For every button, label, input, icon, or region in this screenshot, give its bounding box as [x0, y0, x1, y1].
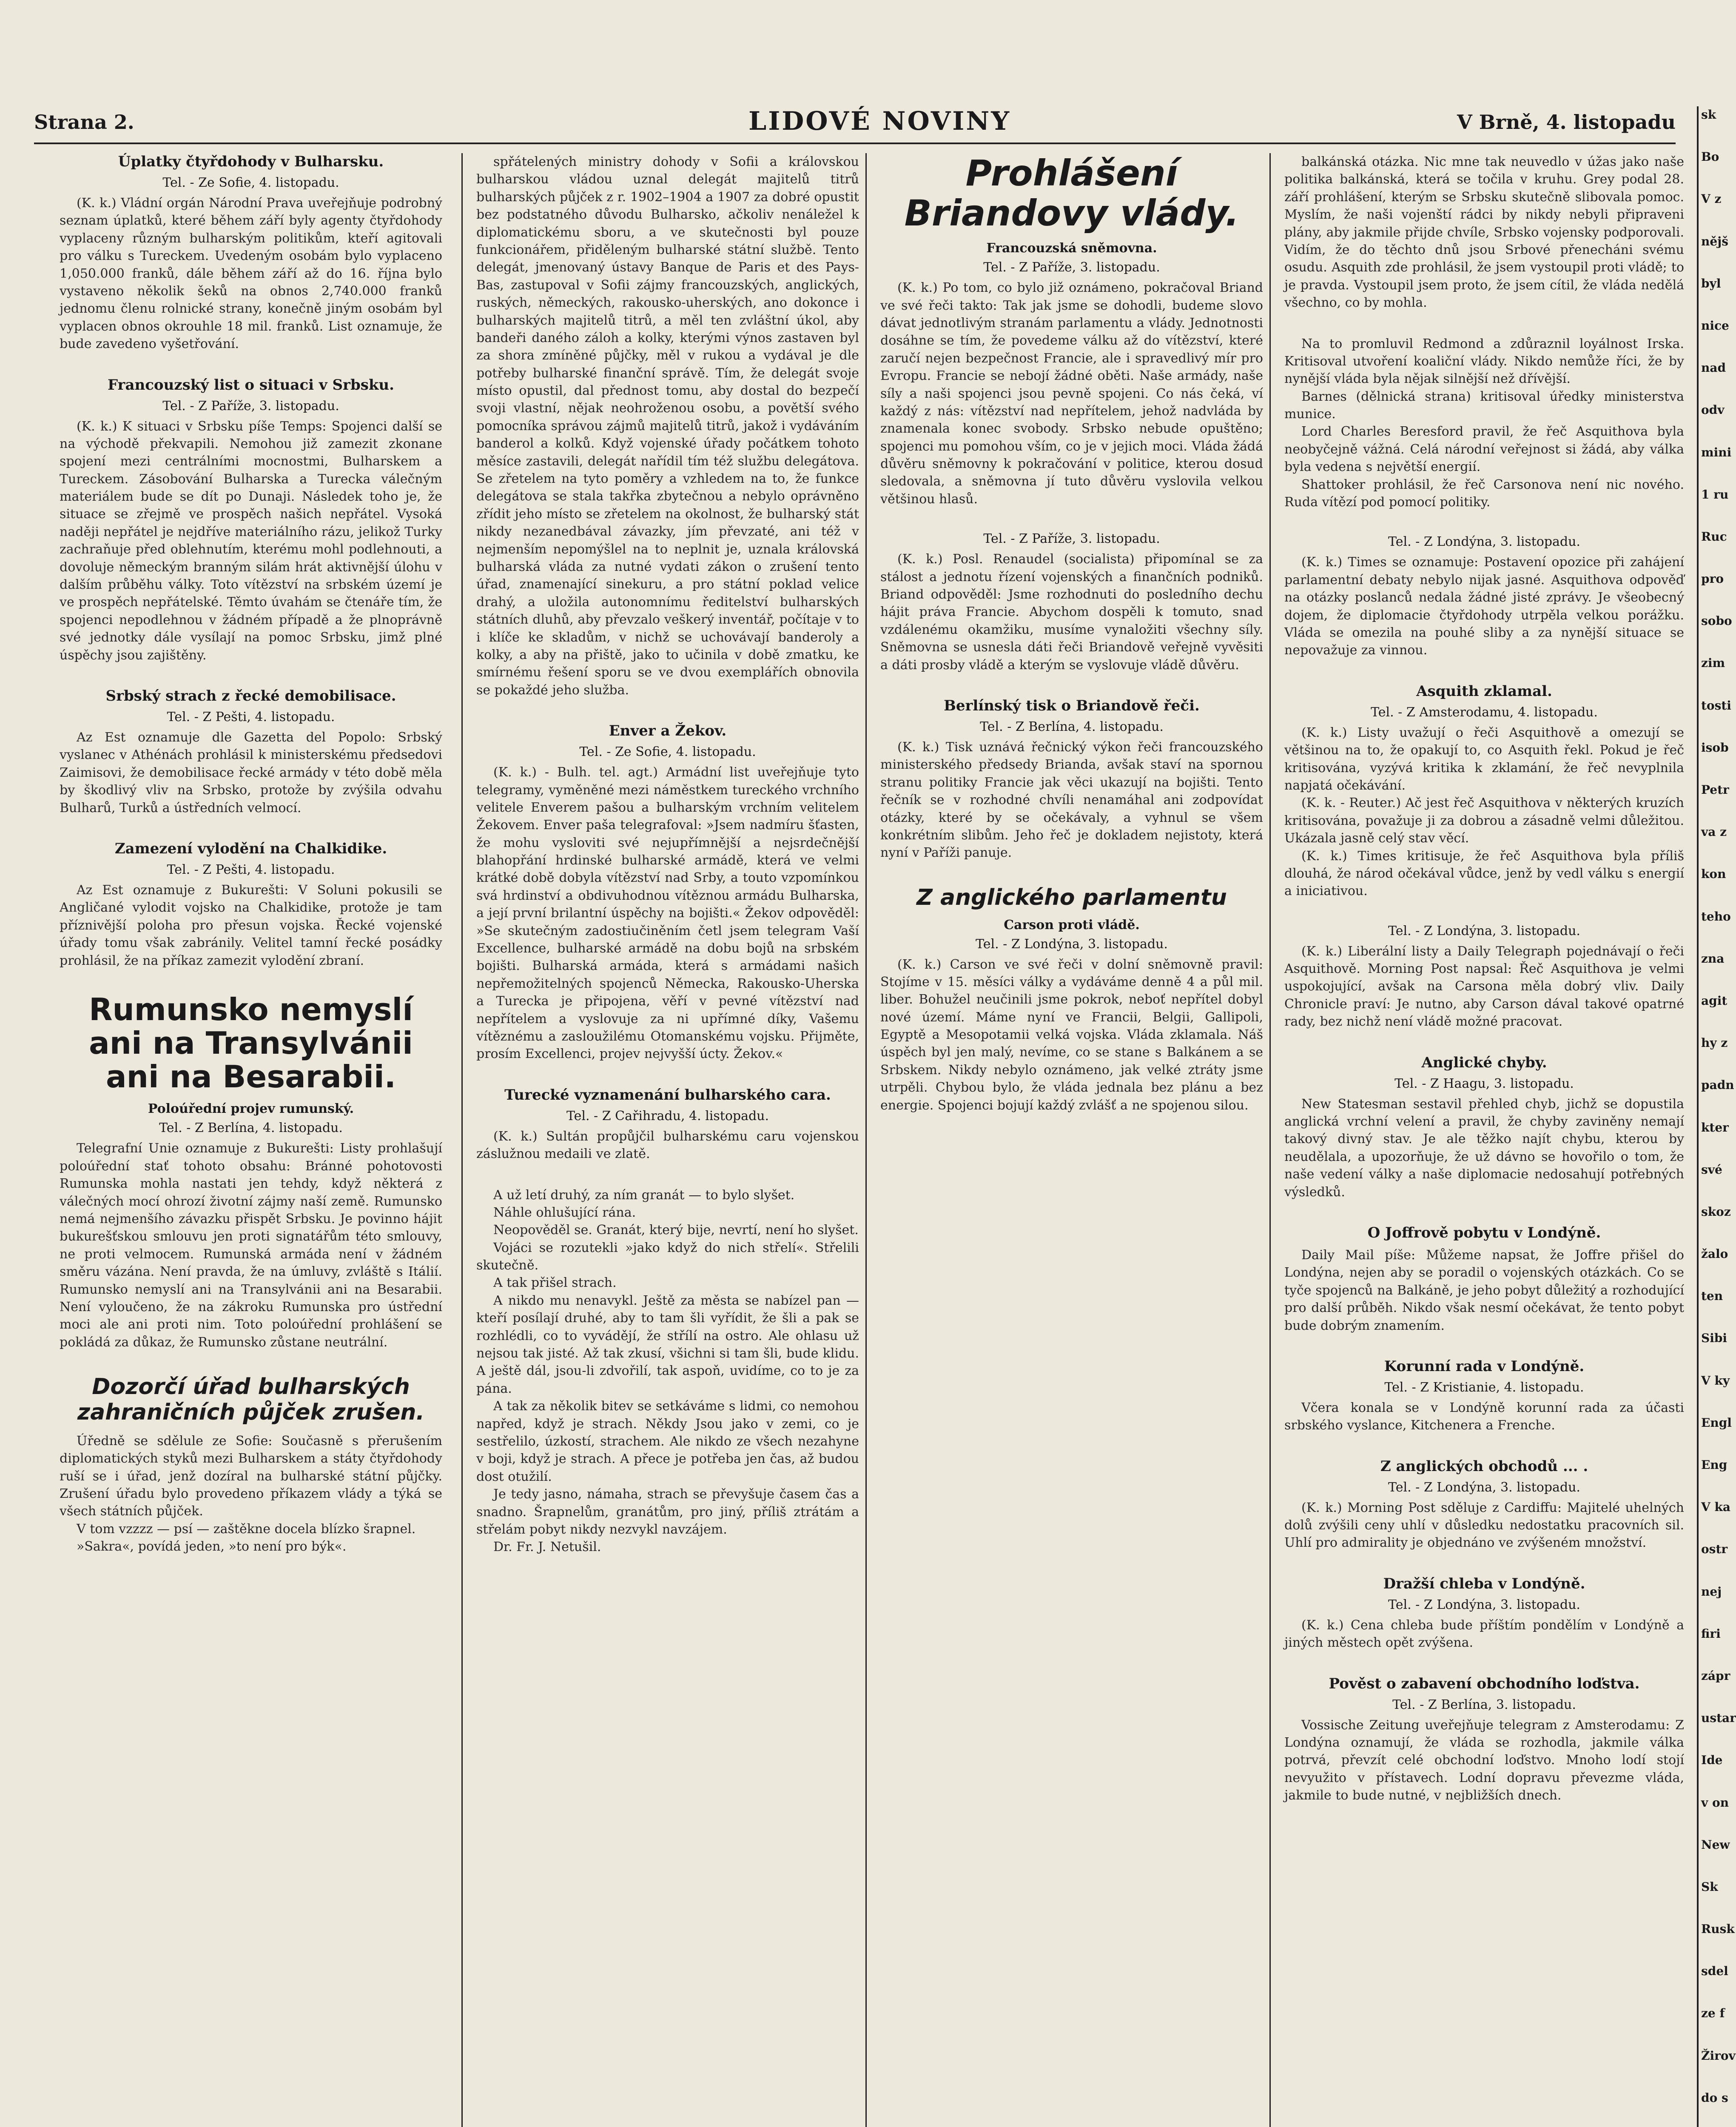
article-paragraph: Na to promluvil Redmond a zdůraznil loyálnost Irska. Kritisoval utvoření koaliční vlády. Nikdo nemůže říci, že by nynější vláda byla nějak silnější než dřívější. [1284, 336, 1684, 387]
edge-gap [1701, 334, 1729, 359]
masthead [34, 106, 1676, 140]
article-title: Úplatky čtyřdohody v Bulharsku. [118, 153, 384, 170]
article [1284, 683, 1684, 900]
edge-gap [1701, 798, 1729, 824]
edge-fragment: Ruc [1701, 529, 1727, 544]
edge-fragment: zna [1701, 951, 1725, 966]
article-paragraph: »Sakra«, povídá jeden, »to není pro býk«. [77, 1539, 347, 1554]
edge-fragment: zim [1701, 656, 1725, 670]
edge-gap [1701, 1262, 1729, 1288]
edge-gap [1701, 545, 1729, 570]
edge-fragment: padn [1701, 1078, 1734, 1092]
article-paragraph: Barnes (dělnická strana) kritisoval úředky ministerstva munice. [1284, 389, 1684, 422]
edge-fragment: ze f [1701, 2006, 1725, 2021]
article [880, 531, 1263, 674]
edge-gap [1701, 1009, 1729, 1035]
article-paragraph: (K. k.) Liberální listy a Daily Telegraph pojednávají o řeči Asquithově. Morning Post napsal: Řeč Asquithova je velmi uspokojující, avšak na Carsona měla dobrý vliv. Daily Chronicle praví: Je nutno, aby Carson dával takové opatrné rady, bez nichž není vládě možné pracovat. [1284, 944, 1684, 1029]
edge-gap [1701, 1347, 1729, 1372]
edge-gap [1701, 1220, 1729, 1246]
right-edge-rule [1697, 106, 1699, 2127]
edge-fragment: Bo [1701, 150, 1719, 164]
edge-fragment: ten [1701, 1289, 1723, 1303]
edge-fragment: 1 ru [1701, 487, 1729, 502]
edge-fragment: ustar [1701, 1711, 1736, 1725]
edge-fragment: agit [1701, 993, 1727, 1008]
edge-gap [1701, 1473, 1729, 1499]
edge-fragment: nej [1701, 1584, 1722, 1599]
edge-fragment: mini [1701, 445, 1732, 459]
article-dateline: Tel. - Z Londýna, 3. listopadu. [1388, 534, 1580, 550]
edge-fragment: ostr [1701, 1542, 1728, 1557]
edge-fragment: Sk [1701, 1879, 1718, 1894]
article-dateline: Tel. - Z Berlína, 4. listopadu. [159, 1121, 343, 1136]
edge-fragment: nějš [1701, 234, 1729, 248]
article-paragraph: (K. k.) K situaci v Srbsku píše Temps: Spojenci další se na východě překvapili. Nemohou již zamezit zkonane spojení mezi centrálními mocnostmi, Bulharskem a Tureckem. Zásobování Bulharska a Turecka válečným materiálem bude se dít po Dunaji. Následek toho je, že situace se zřejmě ve prospěch našich nepřátel. Vysoká naději nepřátel je nejdříve materiálního rázu, jelikož Turky zachraňuje před oblehnutím, kterému mohl podlehnouti, a dovoluje německým branným silám hrát aktivnější úlohu v dalším průběhu války. Toto vítězství na srbském území je ve prospěch nepřátelské. Těmto úvahám se čtenáře tím, že spojenci nepodlehnou v žádném případě a že plnoprávně své jednotky dále vysílají na pomoc Srbsku, jimž plné úspěchy jsou zajištěny. [60, 419, 442, 663]
edge-gap [1701, 1431, 1729, 1457]
article-paragraph: Je tedy jasno, námaha, strach se převyšuje časem čas a snadno. Šrapnelům, granátům, pro jiný, příliš ztrátám a střelám pobyt nikdy nezvykl navzájem. [476, 1487, 859, 1537]
edge-gap [1701, 967, 1729, 992]
edge-gap [1701, 883, 1729, 908]
edge-gap [1701, 1600, 1729, 1625]
edge-gap [1701, 1515, 1729, 1541]
edge-fragment: firi [1701, 1626, 1721, 1641]
article [476, 722, 859, 1063]
article-paragraph: (K. k.) Times se oznamuje: Postavení opozice při zahájení parlamentní debaty nebylo nijak jasné. Asquithova odpověď na otázky poslanců nedala žádné jisté zprávy. Je všeobecný dojem, že diplomacie čtyřdohody utrpěla velkou porážku. Vláda se omezila na pouhé sliby a za nynější situace se nepovažuje za vinnou. [1284, 555, 1684, 658]
article-dateline: Tel. - Z Londýna, 3. listopadu. [1388, 1597, 1580, 1612]
edge-gap [1701, 1811, 1729, 1836]
article-paragraph: spřátelených ministry dohody v Sofii a královskou bulharskou vládou uznal delegát majitelů titrů bulharských půjček z r. 1902–1904 a 1907 za dobré opustit bez podstatného důvodu Bulharsko, ačkoliv nenáležel k diplomatickému sboru, a ve skutečnosti byl pouze funkcionářem, přiděleným bulharské státní službě. Tento delegát, jmenovaný ústavy Banque de Paris et des Pays-Bas, zastupoval v Sofii zájmy francouzských, anglických, ruských, německých, rakousko-uherských, ano dokonce i bulharských majitelů titrů, a měl ten zvláštní úkol, aby bandeři daného záloh a kolky, kterými výnos zastaven byl za shora zmíněné půjčky, měl v rukou a vydával je dle potřeby bulharské finanční správě. Tím, že delegát svoje místo opustil, dal přednost tomu, aby dostal do bezpečí svoji vlastní, nějak neohroženou osobu, a povětší svého pomocníka správou zájmů majitelů titrů, jakož i vydáváním banderol a kolků. Když vojenské úřady počátkem tohoto měsíce zastavili, delegát nařídil tím též službu delegátova. Se zřetelem na tyto poměry a vzhledem na to, že funkce delegátova se stala takřka zbytečnou a nebylo oprávněno zřídit jeho místo se zřetelem na okolnost, že bulharský stát nikdy nezanedbával závazky, jím převzaté, ani též v nejmenším nepomýšlel na to neplnit je, uznala královská bulharská vláda za nutné vydati zákon o zrušení tento úřad, znamenající sinekuru, a pro státní poklad velice drahý, a uložila autonomnímu ředitelství bulharských státních dluhů, aby převzalo veškerý inventář, počítaje v to i klíče ke skladům, v nichž se uchovávají banderoly a kolky, a aby na přiště, jako to učinila v době zmatku, ke smírnému řešení sporu se ve dvou exemplářích obnovila se pokaždé jeho služba. [476, 154, 859, 698]
article-paragraph: (K. k.) Po tom, co bylo již oznámeno, pokračoval Briand ve své řeči takto: Tak jak jsme se dohodli, budeme slovo dávat jednotlivým stranám parlamentu a vlády. Jednotnosti dosáhne se tím, že povedeme válku až do vítězství, které zaručí nejen bezpečnost Francie, ale i spravedlivý mír pro Evropu. Francie se nebojí žádné oběti. Naše armády, naše síly a naši spojenci jsou pevně spojeni. Co nás čeká, ví každý z nás: vítězství nad nepřítelem, jehož nadvláda by znamenala konec svobody. Srbsko nebude opuštěno; spojenci mu pomohou vším, co je v jejich moci. Vláda žádá důvěru sněmovny k pokračování v politice, kterou dosud sledovala, a sněmovna jí tuto důvěru vyslovila velkou většinou hlasů. [880, 280, 1263, 507]
edge-gap [1701, 1136, 1729, 1161]
edge-gap [1701, 1895, 1729, 1921]
article [1284, 1224, 1684, 1334]
column-rule-1 [461, 153, 463, 2127]
edge-fragment: tosti [1701, 698, 1731, 713]
edge-fragment: Sibi [1701, 1331, 1727, 1346]
article-paragraph: New Statesman sestavil přehled chyb, jichž se dopustila anglická vrchní velení a pravil, že chyby zaviněny nemají takový divný stav. Je ale těžko najít chybu, kterou by neudělala, a upozorňuje, že už dávno se hovořilo o tom, že naše vedení války a naše diplomacie nedosahují potřebných výsledků. [1284, 1096, 1684, 1200]
article-dateline: Tel. - Z Paříže, 3. listopadu. [983, 260, 1160, 275]
edge-fragment: do s [1701, 2090, 1728, 2105]
edge-fragment: pro [1701, 572, 1724, 586]
article-paragraph: (K. k.) Morning Post sděluje z Cardiffu: Majitelé uhelných dolů zvýšili ceny uhlí v důsledku nedostatku pracovních sil. Uhlí pro admirality je objednáno ve zvýšeném množství. [1284, 1500, 1684, 1551]
article-title: Z anglických obchodů ... . [1380, 1457, 1588, 1475]
article-paragraph: Náhle ohlušující rána. [493, 1205, 636, 1220]
headline-medium: Z anglického parlamentu [916, 884, 1227, 910]
edge-gap [1701, 1051, 1729, 1077]
article-paragraph: Shattoker prohlásil, že řeč Carsonova není nic nového. Ruda vítězí pod pomocí politiky. [1284, 477, 1684, 510]
article-subtitle: Francouzská sněmovna. [986, 241, 1157, 256]
article-paragraph: Az Est oznamuje z Bukurešti: V Soluni pokusili se Angličané vylodit vojsko na Chalkidike, protože je tam příznivější poloha pro přesun vojska. Řecké vojenské úřady tomu však zabránily. Velitel tamní řecké posádky prohlásil, že na příkaz zamezit vylodění zbraní. [60, 882, 442, 968]
article-dateline: Tel. - Z Cařihradu, 4. listopadu. [566, 1108, 769, 1123]
article [60, 153, 442, 353]
edge-fragment: nice [1701, 318, 1729, 333]
edge-gap [1701, 1642, 1729, 1668]
article-paragraph: (K. k.) Cena chleba bude příštím pondělím v Londýně a jiných městech opět zvýšena. [1284, 1617, 1684, 1651]
edge-fragment: kter [1701, 1120, 1729, 1135]
edge-fragment: V ka [1701, 1500, 1731, 1514]
edge-fragment: isob [1701, 740, 1729, 755]
edge-gap [1701, 208, 1729, 233]
edge-fragment: byl [1701, 276, 1721, 291]
article-paragraph: Vossische Zeitung uveřejňuje telegram z Amsterodamu: Z Londýna oznamují, že vláda se rozhodla, jakmile válka potrvá, převzít celé obchodní loďstvo. Mnoho lodí stojí nevyužito v přístavech. Lodní dopravu převezme vláda, jakmile to bude nutné, v nejbližších dnech. [1284, 1717, 1684, 1803]
article [1284, 335, 1684, 511]
article [880, 885, 1263, 1114]
edge-gap [1701, 250, 1729, 275]
column-4 [1284, 153, 1684, 2127]
edge-fragment: V ky [1701, 1373, 1730, 1388]
article-dateline: Tel. - Z Amsterodamu, 4. listopadu. [1371, 704, 1598, 720]
article-paragraph: balkánská otázka. Nic mne tak neuvedlo v úžas jako naše politika balkánská, která se točila v kruhu. Grey podal 28. září prohlášení, kterým se Srbsku skutečně slibovala pomoc. Myslím, že naši vojenští rádci by nikdy nebyli připraveni plány, aby jakmile přijde chvíle, Srbsko vojensky podporovali. Vidím, že do těchto dnů jsou Srbové přenecháni svému osudu. Asquith zde prohlásil, že jsem vystoupil proti vládě; to je pravda. Vystoupil jsem proto, že jsem cítil, že vláda nedělá všechno, co by mohla. [1284, 154, 1684, 311]
article-dateline: Tel. - Z Berlína, 3. listopadu. [1392, 1697, 1576, 1712]
article [476, 1086, 859, 1163]
headline-large: Rumunsko nemyslí ani na Transylvánii ani na Besarabii. [89, 991, 413, 1095]
article-title: Enver a Žekov. [609, 722, 727, 740]
edge-gap [1701, 1853, 1729, 1879]
article-dateline: Tel. - Z Haagu, 3. listopadu. [1394, 1076, 1574, 1091]
article-dateline: Tel. - Z Berlína, 4. listopadu. [980, 719, 1164, 734]
edge-fragment: V z [1701, 192, 1722, 206]
article-title: Berlínský tisk o Briandově řeči. [944, 697, 1200, 714]
edge-gap [1701, 1558, 1729, 1583]
column-2 [476, 153, 859, 2127]
edge-gap [1701, 1684, 1729, 1710]
edge-gap [1701, 376, 1729, 402]
article-dateline: Tel. - Z Londýna, 3. listopadu. [976, 936, 1168, 952]
article-paragraph: Lord Charles Beresford pravil, že řeč Asquithova byla neobyčejně vážná. Celá národní veřejnost si žádá, aby válka byla vedena s největší energií. [1284, 424, 1684, 475]
edge-fragment: zápr [1701, 1668, 1730, 1683]
article [60, 840, 442, 969]
article-paragraph: (K. k.) Sultán propůjčil bulharskému caru vojenskou záslužnou medaili ve zlatě. [476, 1129, 859, 1162]
article-paragraph: (K. k. - Reuter.) Ač jest řeč Asquithova v některých kruzích kritisována, považuje ji za dobrou a zásadně velmi důležitou. Ukázala jasně celý stav věcí. [1284, 795, 1684, 846]
edge-fragment: kon [1701, 867, 1726, 881]
article-paragraph: A nikdo mu nenavykl. Ještě za města se nabízel pan — kteří posílají druhé, aby to tam šli vyřídit, že šli a pak se rozhlédli, co to vyvádějí, že střílí na ostro. Ale ohlasu už nejsou tak jisté. Až tak zkusí, všichni si tam šli, bude klidu. A ještě dál, jsou-li zdvořilí, tak aspoň, uvidíme, co to je za pána. [476, 1293, 859, 1396]
column-1 [60, 153, 442, 2127]
edge-fragment: sdel [1701, 1964, 1728, 1979]
article-title: Asquith zklamal. [1416, 682, 1552, 700]
article [1284, 1575, 1684, 1652]
article-paragraph: (K. k.) - Bulh. tel. agt.) Armádní list uveřejňuje tyto telegramy, vyměněné mezi náměstkem tureckého vrchního velitele Enverem pašou a bulharským vrchním velitelem Žekovem. Enver paša telegrafoval: »Jsem nadmíru šťasten, že mohu vysloviti své nejupřímnější a nejsrdečnější blahopřání hrdinské bulharské armádě, která ve velmi krátké době dobyla vítězství nad Srby, a touto vzpomínkou svá hrdinství a obdivuhodnou vítěznou armádu Bulharska, a její první brilantní úspěchy na bojišti.« Žekov odpověděl: »Se skutečným zadostiučiněním četl jsem telegram Vaší Excellence, bulharské armádě na dobu bojů na srbském bojišti. Bulharská armáda, která s armádami našich nepřemožitelných spojenců Německa, Rakousko-Uherska a Turecka je připojena, věří v pevné vítězství nad nepřítelem a vyslovuje za ni upřímné díky, Vašemu vítěznému a zasloužilému Otomanskému vojsku. Přijměte, prosím Excellenci, projev nejvyšší úcty. Žekov.« [476, 765, 859, 1062]
article [1284, 924, 1684, 1031]
edge-gap [1701, 123, 1729, 148]
article [1284, 153, 1684, 312]
edge-fragment: New [1701, 1837, 1730, 1852]
article-paragraph: Az Est oznamuje dle Gazetta del Popolo: Srbský vyslanec v Athénách prohlásil k ministerskému předsedovi Zaimisovi, že demobilisace řecké armády v této době měla by škodlivý vliv na Srbsko, protože by zvýšila odvahu Bulharů, Turků a ústředních velmocí. [60, 730, 442, 815]
edge-fragment: své [1701, 1162, 1722, 1177]
article-paragraph: Telegrafní Unie oznamuje z Bukurešti: Listy prohlašují poloúřední stať tohoto obsahu: Bránné pohotovosti Rumunska mohla nastati jen tehdy, když některá z válečných mocí ohrozí životní zájmy naší země. Rumunsko nemá nejmenšího závazku přispět Srbsku. Je povinno hájit bukurešťskou smlouvu jen proti signatářům této smlouvy, ne proti velmocem. Rumunská armáda není v žádném směru vázána. Není pravda, že na úmluvy, zvláště s Itálií. Rumunsko nemyslí ani na Transylvánii ani na Besarabii. Není vyloučeno, že na zákroku Rumunska pro ústřední moci ale ani proti nim. Toto poloúřední prohlášení se pokládá za důkaz, že Rumunsko zůstane neutrální. [60, 1141, 442, 1350]
edge-fragment: Engl [1701, 1415, 1732, 1430]
article-dateline: Tel. - Z Kristianie, 4. listopadu. [1384, 1380, 1584, 1395]
article [880, 697, 1263, 862]
article-dateline: Tel. - Z Londýna, 3. listopadu. [1388, 923, 1580, 938]
article-paragraph: (K. k.) Posl. Renaudel (socialista) připomínal se za stálost a jednotu řízení vojenských a finančních podniků. Briand odpověděl: Jsme rozhodnuti do posledního dechu hájit práva Francie. Abychom dospěli k tomuto, snad vzdálenému okamžiku, musíme vynaložiti všechny síly. Sněmovna se usnesla dáti řeči Briandově veřejně vyvěsiti a dáti prosby vládě a kterým se vyslovuje vládě důvěru. [880, 552, 1263, 673]
article-paragraph: A už letí druhý, za ním granát — to bylo slyšet. [493, 1187, 795, 1203]
article-subtitle: Poloúřední projev rumunský. [148, 1101, 354, 1117]
article [1284, 1358, 1684, 1434]
article-paragraph: (K. k.) Vládní orgán Národní Prava uveřejňuje podrobný seznam úplatků, které během září byly agenty čtyřdohody vyplaceny různým bulharským politikům, kteří agitovali pro válku s Tureckem. Uvedeným osobám bylo vyplaceno 1,050.000 franků, dále během září až do 16. října bylo vystaveno několik šeků na obnos 2,740.000 franků jednomu členu rolnické strany, konečně jiným osobám byl vyplacen obnos okrouhle 18 mil. franků. List oznamuje, že bude zavedeno vyšetřování. [60, 196, 442, 352]
next-page-edge [1701, 106, 1736, 2127]
edge-gap [1701, 165, 1729, 191]
article-dateline: Tel. - Ze Sofie, 4. listopadu. [162, 175, 339, 190]
article [1284, 1054, 1684, 1201]
article-paragraph: (K. k.) Listy uvažují o řeči Asquithově a omezují se většinou na to, že opakují to, co Asquith řekl. Pokud je řeč kritisována, vyzývá kritika k zklamání, že řeč nevyplnila napjatá očekávání. [1284, 725, 1684, 793]
article [476, 153, 859, 699]
article-title: Dražší chleba v Londýně. [1383, 1575, 1585, 1592]
edge-fragment: va z [1701, 825, 1727, 839]
edge-fragment: skoz [1701, 1204, 1731, 1219]
edge-gap [1701, 1726, 1729, 1752]
column-3 [880, 153, 1263, 2127]
article-paragraph: V tom vzzzz — psí — zaštěkne docela blízko šrapnel. [77, 1521, 416, 1537]
headline-medium: Dozorčí úřad bulharských zahraničních půjček zrušen. [77, 1374, 425, 1425]
edge-gap [1701, 2064, 1729, 2090]
article-paragraph: (K. k.) Carson ve své řeči v dolní sněmovně pravil: Stojíme v 15. měsíci války a vydáváme denně 4 a půl mil. liber. Bohužel neučinili jsme pokrok, neboť nepřítel dobyl nové území. Máme nyní ve Francii, Belgii, Gallipoli, Egyptě a Mesopotamii velká vojska. Vláda zklamala. Náš úspěch byl jen malý, nevíme, co se stane s Balkánem a se Srbskem. Nikdy nebylo oznámeno, jak velké ztráty jsme utrpěli. Chybou bylo, že vláda jednala bez plánu a bez energie. Spojenci bojují každý zvlášť a ne spojenou silou. [880, 957, 1263, 1113]
edge-gap [1701, 714, 1729, 739]
edge-gap [1701, 1979, 1729, 2005]
article-dateline: Tel. - Z Paříže, 3. listopadu. [983, 531, 1160, 547]
paper-name: LIDOVÉ NOVINY [748, 106, 1011, 136]
article [60, 687, 442, 817]
column-rule-3 [1269, 153, 1271, 2127]
article [60, 376, 442, 664]
edge-fragment: Eng [1701, 1458, 1727, 1472]
edge-gap [1701, 503, 1729, 528]
edge-fragment: hy z [1701, 1036, 1728, 1050]
edge-fragment: odv [1701, 403, 1725, 417]
article-title: Francouzský list o situaci v Srbsku. [108, 376, 394, 393]
edge-gap [1701, 629, 1729, 655]
edge-fragment: sk [1701, 108, 1716, 122]
edge-gap [1701, 756, 1729, 781]
article-paragraph: A tak za několik bitev se setkáváme s lidmi, co nemohou napřed, když je strach. Někdy Jsou jako v zemi, co je sestřelilo, úzkostí, strachem. Ale nikdo ze všech nezahyne v boji, když je strach. A přece je potřeba jen čas, až budou dost otužilí. [476, 1399, 859, 1484]
article [1284, 534, 1684, 659]
edge-gap [1701, 1769, 1729, 1794]
edge-fragment: teho [1701, 909, 1731, 924]
article-paragraph: Daily Mail píše: Můžeme napsat, že Joffre přišel do Londýna, nejen aby se poradil o vojenských otázkách. Co se tyče spojenců na Balkáně, je jeho pobyt důležitý a rozhodující pro další průběh. Nikdo však nesmí očekávat, že tento pobyt bude dobrým znamením. [1284, 1247, 1684, 1333]
edge-gap [1701, 587, 1729, 613]
article-paragraph: (K. k.) Tisk uznává řečnický výkon řeči francouzského ministerského předsedy Brianda, avšak staví na spornou stranu politiky Francie jak věci ukazují na bojišti. Tento řečník se v rozhodné chvíli nenamáhal ani zodpovídat otázky, které by se očekávaly, a vyhnul se všem konkrétním slibům. Jeho řeč je dokladem nejistoty, která nyní v Paříži panuje. [880, 739, 1263, 861]
edge-fragment: sobo [1701, 614, 1732, 628]
article [60, 1374, 442, 1555]
edge-fragment: v on [1701, 1795, 1729, 1810]
edge-gap [1701, 1937, 1729, 1963]
edge-gap [1701, 1304, 1729, 1330]
article-title: Turecké vyznamenání bulharského cara. [504, 1086, 831, 1103]
article-title: Anglické chyby. [1421, 1054, 1547, 1071]
article [880, 153, 1263, 508]
article [1284, 1458, 1684, 1552]
article-paragraph: (K. k.) Times kritisuje, že řeč Asquithova byla příliš dlouhá, že národ očekával vůdce, jenž by vedl válku s energií a iniciativou. [1284, 848, 1684, 899]
article-paragraph: Úředně se sdělule ze Sofie: Současně s přerušením diplomatických styků mezi Bulharskem a státy čtyřdohody ruší se i úřad, jenž dozíral na bulharské státní půjčky. Zrušení úřadu bylo provedeno příkazem vlády a týká se všech státních půjček. [60, 1433, 442, 1519]
edge-fragment: nad [1701, 361, 1726, 375]
article-subtitle: Carson proti vládě. [1004, 917, 1140, 932]
edge-gap [1701, 419, 1729, 444]
edge-gap [1701, 2022, 1729, 2047]
article [476, 1186, 859, 1556]
article-dateline: Tel. - Z Pešti, 4. listopadu. [167, 709, 335, 724]
page-label: Strana 2. [34, 111, 134, 134]
edge-fragment: Žirov [1701, 2048, 1736, 2063]
edge-gap [1701, 1178, 1729, 1203]
edge-gap [1701, 2106, 1729, 2127]
article-dateline: Tel. - Ze Sofie, 4. listopadu. [579, 744, 756, 760]
place-date: V Brně, 4. listopadu [1457, 111, 1676, 134]
edge-fragment: Rusk [1701, 1922, 1735, 1936]
edge-fragment: Ide [1701, 1753, 1723, 1768]
edge-fragment: žalo [1701, 1247, 1728, 1261]
column-rule-2 [865, 153, 867, 2127]
edge-gap [1701, 1389, 1729, 1414]
article-title: O Joffrově pobytu v Londýně. [1367, 1224, 1601, 1241]
edge-gap [1701, 1094, 1729, 1119]
masthead-rule [34, 143, 1676, 144]
article-title: Srbský strach z řecké demobilisace. [105, 687, 396, 704]
article-paragraph: Vojáci se rozutekli »jako když do nich střelí«. Střelili skutečně. [476, 1240, 859, 1273]
article-paragraph: Neopověděl se. Granát, který bije, nevrtí, není ho slyšet. [493, 1223, 859, 1238]
headline-large: Prohlášení Briandovy vlády. [904, 152, 1239, 234]
article-dateline: Tel. - Z Londýna, 3. listopadu. [1388, 1480, 1580, 1495]
article-paragraph: A tak přišel strach. [493, 1275, 617, 1291]
edge-gap [1701, 925, 1729, 950]
edge-gap [1701, 292, 1729, 317]
article-paragraph: Včera konala se v Londýně korunní rada za účasti srbského vyslance, Kitchenera a Frenche. [1284, 1400, 1684, 1433]
article [60, 993, 442, 1351]
edge-gap [1701, 840, 1729, 866]
edge-fragment: Petr [1701, 783, 1729, 797]
article [1284, 1675, 1684, 1805]
article-title: Zamezení vylodění na Chalkidike. [114, 840, 387, 857]
article-dateline: Tel. - Z Paříže, 3. listopadu. [162, 398, 339, 413]
edge-gap [1701, 672, 1729, 697]
article-dateline: Tel. - Z Pešti, 4. listopadu. [167, 862, 335, 877]
article-title: Korunní rada v Londýně. [1384, 1357, 1585, 1375]
edge-gap [1701, 461, 1729, 486]
article-paragraph: Dr. Fr. J. Netušil. [493, 1540, 601, 1555]
article-title: Pověst o zabavení obchodního loďstva. [1329, 1675, 1640, 1692]
